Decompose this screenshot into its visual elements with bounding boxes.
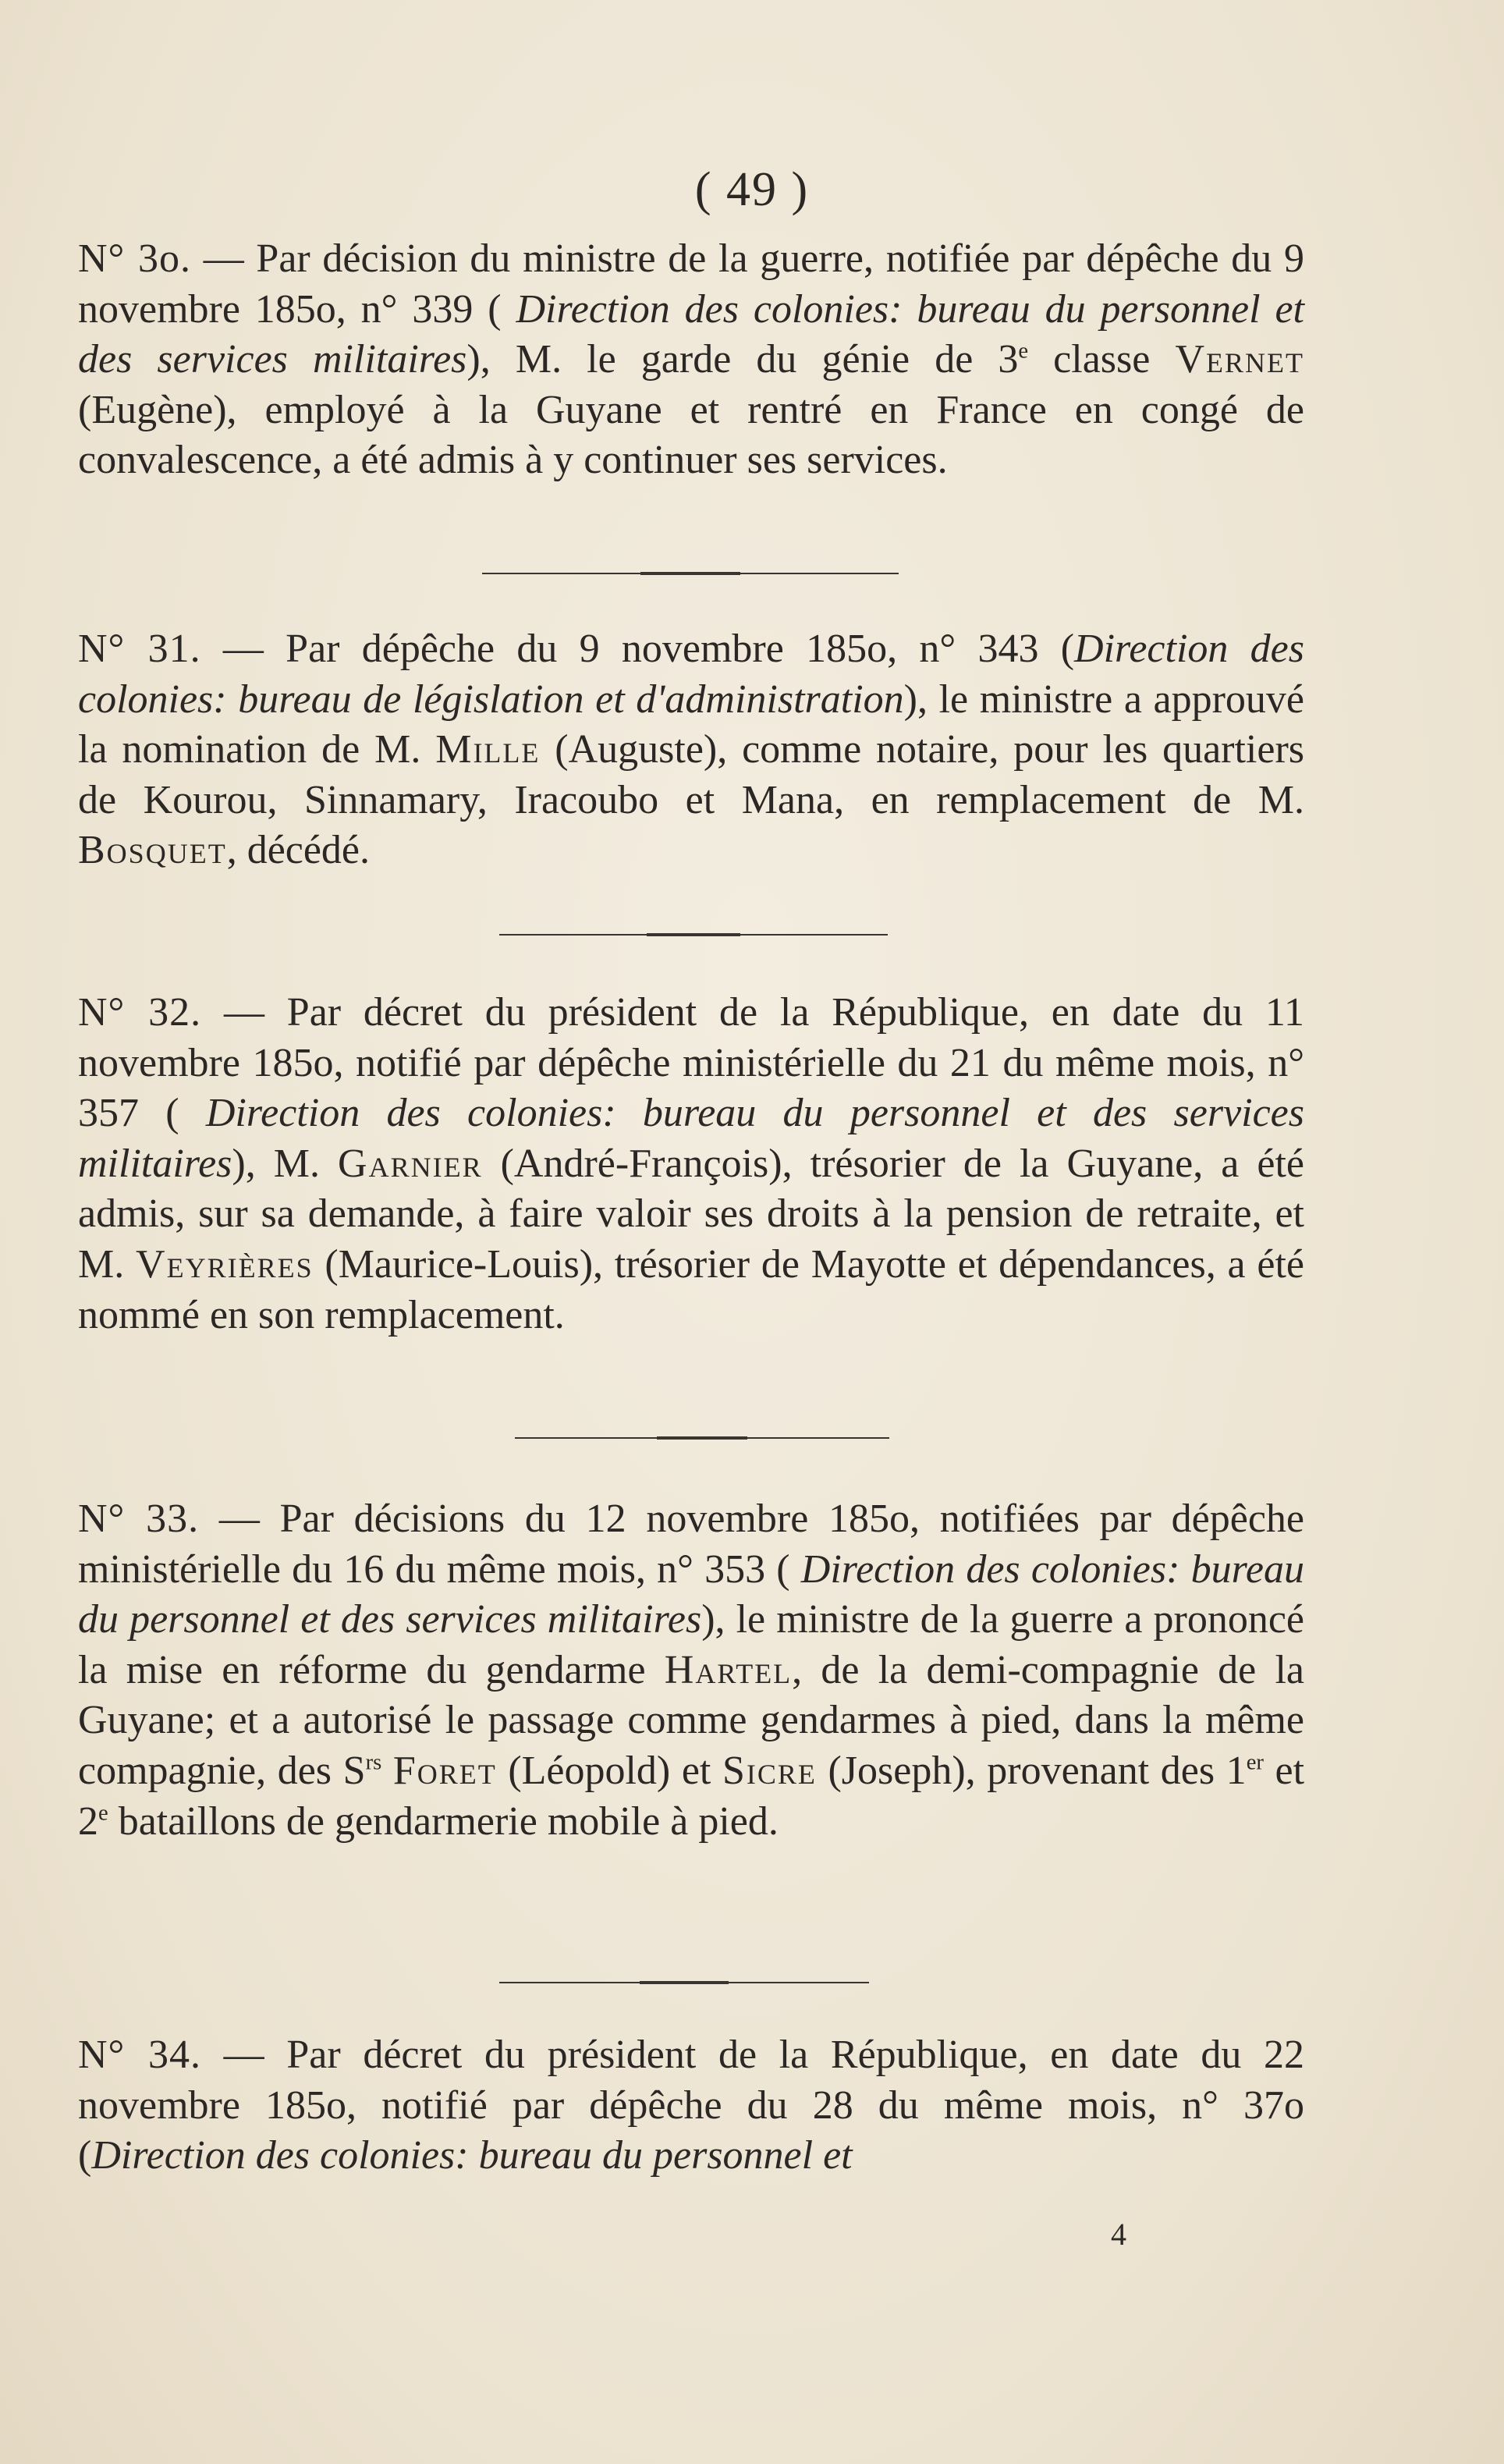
separator-rule (482, 571, 899, 576)
entry-30 (78, 234, 1304, 486)
separator-rule (515, 1436, 889, 1440)
entry-31 (78, 624, 1304, 876)
folio-signature: 4 (1111, 2217, 1126, 2252)
entry-32-text: N° 32. — Par décret du président de la République, en date du 11 novembre 185o, notifié par dépêche ministérielle du 21 du même mois, n° 357 ( Direction des colonies: bureau du personnel et des services militaires), M. Garnier (André-François), trésorier de la Guyane, a été admis, sur sa demande, à faire valoir ses droits à la pension de retraite, et M. Veyrières (Maurice-Louis), trésorier de Mayotte et dépendances, a été nommé en son remplacement. (78, 990, 1304, 1337)
entry-31-text: N° 31. — Par dépêche du 9 novembre 185o, n° 343 (Direction des colonies: bureau de législation et d'administration), le ministre a approuvé la nomination de M. Mille (Auguste), comme notaire, pour les quartiers de Kourou, Sinnamary, Iracoubo et Mana, en remplacement de M. Bosquet, décédé. (78, 627, 1304, 873)
separator-rule (499, 1980, 869, 1985)
entry-30-text: N° 3o. — Par décision du ministre de la guerre, notifiée par dépêche du 9 novembre 185o, n° 339 ( Direction des colonies: bureau du personnel et des services militaires), M. le garde du génie de 3e classe Vernet (Eugène), employé à la Guyane et rentré en France en congé de convalescence, a été admis à y continuer ses services. (78, 236, 1304, 483)
entry-34 (78, 2030, 1304, 2182)
entry-33-text: N° 33. — Par décisions du 12 novembre 185o, notifiées par dépêche ministérielle du 16 du même mois, n° 353 ( Direction des colonies: bureau du personnel et des services militaires), le ministre de la guerre a prononcé la mise en réforme du gendarme Hartel, de la demi-compagnie de la Guyane; et a autorisé le passage comme gendarmes à pied, dans la même compagnie, des $S^{rs}$ Foret (Léopold) et Sicre (Joseph), provenant des 1er et 2e bataillons de gendarmerie mobile à pied. (78, 1497, 1305, 1844)
page-number: ( 49 ) (694, 163, 810, 216)
entry-32 (78, 988, 1304, 1340)
entry-34-text: N° 34. — Par décret du président de la République, en date du 22 novembre 185o, notifié par dépêche du 28 du même mois, n° 37o (Direction des colonies: bureau du personnel et (78, 2033, 1304, 2178)
entry-33 (78, 1494, 1304, 1847)
separator-rule (499, 932, 888, 937)
